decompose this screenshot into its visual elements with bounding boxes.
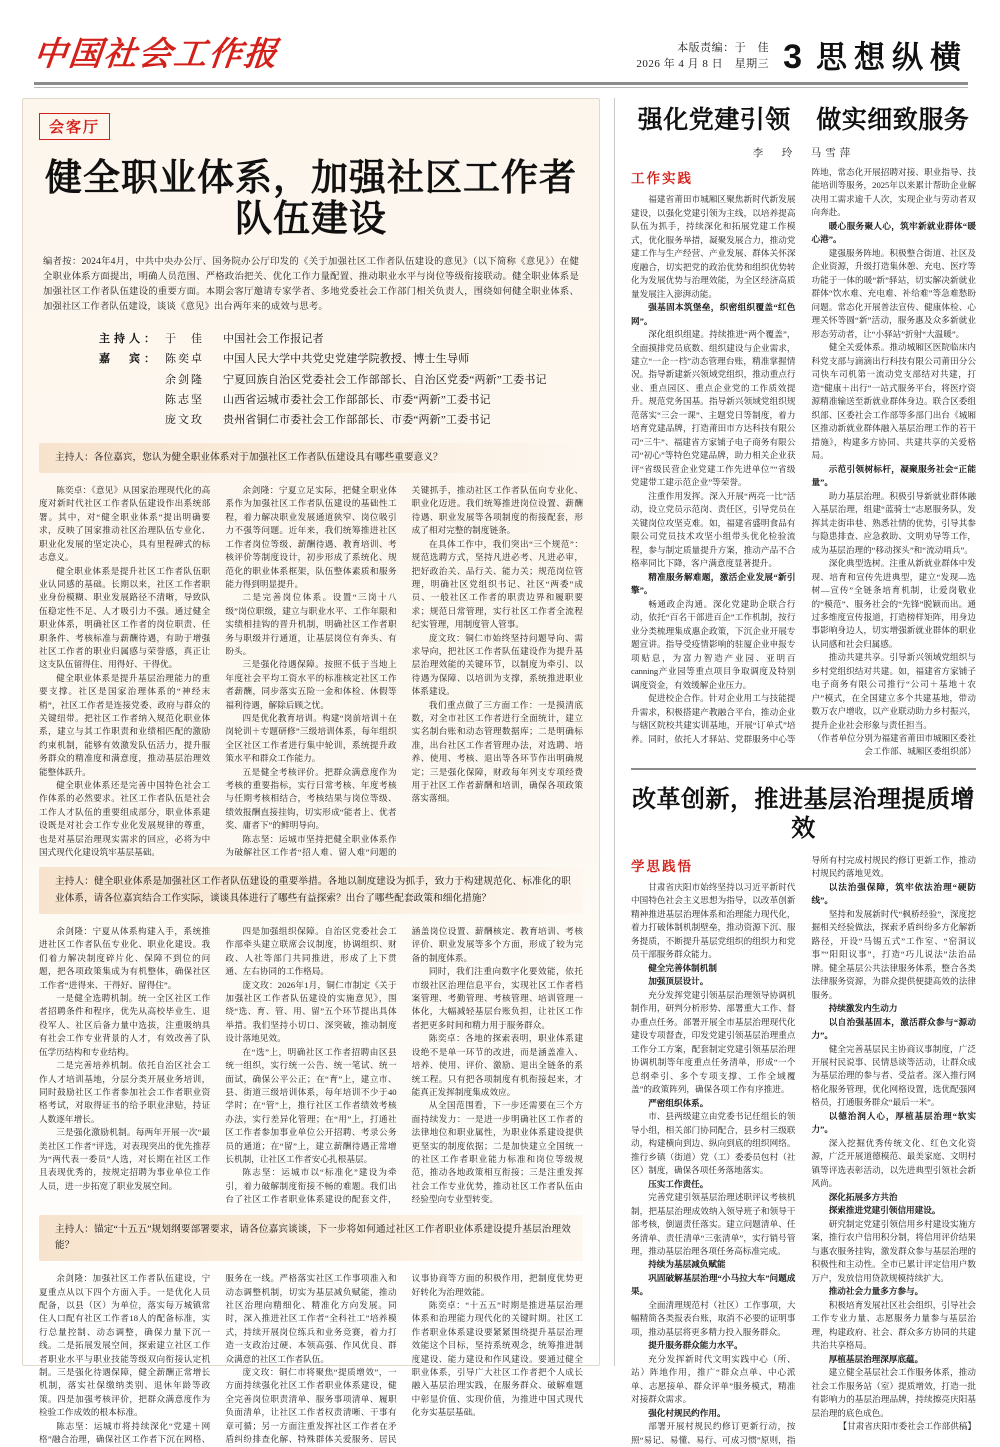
- paragraph: 建强服务阵地。积极整合街道、社区及企业资源，升级打造集休憩、充电、医疗等功能于一体的暖“新”驿站，切实解决新就业群体“饮水难、充电难、补给难”等急难愁盼问题。常态化开展普法宣传、健康体检、心理关怀等圆“新”活动，服务惠及众多新就业形态劳动者，让“小驿站”折射“大温暖”。: [811, 247, 976, 339]
- newspaper-logo: 中国社会工作报: [31, 37, 281, 73]
- paragraph: 充分发挥新时代文明实践中心（所、站）阵地作用，推广“群众点单、中心派单、志愿接单、群众评单”服务模式，精准对接群众需求。: [631, 1353, 796, 1405]
- host-question-3: 主持人：锚定“十五五”规划纲要部署要求，请各位嘉宾谈谈，下一步将如何通过社区工作者职业体系建设提升基层治理效能？: [39, 1215, 583, 1262]
- paragraph: 四是优化教育培训。构建“岗前培训＋在岗轮训＋专题研修”三级培训体系，每年组织全区社区工作者进行集中轮训，系统提升政策水平和群众工作能力。: [225, 712, 397, 764]
- paragraph: 庞文玫：铜仁市将聚焦“提质增效”，一方面持续强化社区工作者职业体系建设，健全完善岗位职责清单、服务事项清单、履职负面清单，让社区工作者权责清晰、干事有章可循；另一方面注重发挥社区工作者在矛盾纠纷排查化解、特殊群体关爱服务、居民议事协商等方面的积极作用，把制度优势更好转化为治理效能。: [225, 1273, 583, 1445]
- subheading: 强化村规民约作用。: [648, 1407, 726, 1418]
- article-credit: 【甘肃省庆阳市委社会工作部供稿】: [838, 1421, 976, 1432]
- subheading: 强基固本筑堡垒，织密组织覆盖“红色网”。: [631, 302, 796, 326]
- host-question-1: 主持人：各位嘉宾，您认为健全职业体系对于加强社区工作者队伍建设具有哪些重要意义？: [39, 443, 583, 473]
- paragraph: 部署开展村规民约修订更新行动，按照“易记、易懂、易行、可成习惯”原则，指导所有村完成村规民约修订更新工作，推动村规民约落地见效。: [631, 854, 976, 1445]
- paragraph: 二是完善岗位体系。设置“三岗十八级”岗位职级，建立与职业水平、工作年限和实绩相挂钩的晋升机制，明确社区工作者职务与职级并行通道，让基层岗位有奔头、有盼头。: [225, 592, 397, 656]
- paragraph: 三是强化激励机制。每两年开展一次“最美社区工作者”评选，对表现突出的优先推荐为“两代表一委员”人选，对长期在社区工作且表现优秀的，按规定招聘为事业单位工作人员，进一步拓宽了职业发展空间。: [39, 1127, 211, 1191]
- subheading: 压实工作责任。: [648, 1178, 709, 1189]
- paragraph: 促进校企合作。针对企业用工与技能提升需求，积极搭建产教融合平台，推动企业与辖区院校共建实训基地，开展“订单式”培养。同时，依托人才驿站、党群服务中心等阵地，常态化开展招聘对接、职业指导、技能培训等服务，2025年以来累计帮助企业解决用工需求逾千人次，实现企业与劳动者双向奔赴。: [631, 167, 976, 744]
- paragraph: 助力基层治理。积极引导新就业群体融入基层治理，组建“蓝骑士”志愿服务队，发挥其走街串巷、熟悉社情的优势，引导其参与隐患排查、应急救助、文明劝导等工作，成为基层治理的“移动探头”和“流动哨兵”。: [811, 490, 976, 555]
- paragraph: 陈奕卓：各地的探索表明，职业体系建设绝不是单一环节的改进，而是涵盖准入、培养、使用、评价、激励、退出全链条的系统工程。只有把各项制度有机衔接起来，才能真正发挥制度集成效应。: [411, 1033, 583, 1097]
- paragraph: 我们重点做了三方面工作：一是摸清底数，对全市社区工作者进行全面统计，建立实名制台账和动态管理数据库；二是明确标准，出台社区工作者管理办法，对选聘、培养、使用、考核、退出等各环节作出明确规定；三是强化保障，财政每年列支专项经费用于社区工作者薪酬和培训，确保各项政策落实落细。: [411, 699, 583, 804]
- panelist-role: 主持人：: [99, 333, 159, 346]
- column-divider: [614, 98, 615, 1366]
- paragraph: 陈志坚：运城市坚持把健全职业体系作为破解社区工作者“招人难、留人难”问题的关键抓手，推动社区工作者队伍向专业化、职业化迈进。我们统筹推进岗位设置、薪酬待遇、职业发展等各项制度的衔接配套，形成了相对完整的制度链条。: [225, 485, 583, 858]
- paragraph: 推动共建共享。引导新兴领域党组织与乡村党组织结对共建。如，福建省方家铺子电子商务有限公司推行“公司＋基地＋农户”模式，在全国建立多个共建基地，带动数万农户增收，以产业联动助力乡村振兴，提升企业社会形象与责任担当。: [811, 652, 976, 730]
- paragraph: 陈奕卓：《意见》从国家治理现代化的高度对新时代社区工作者队伍建设作出系统部署。其中，对“健全职业体系”提出明确要求，反映了国家推动社区治理队伍专业化、职业化发展的坚定决心，具有里程碑式的标志意义。: [39, 485, 211, 563]
- panelist-name: 庞文玫: [165, 414, 204, 427]
- paragraph: 深入挖掘优秀传统文化、红色文化资源，广泛开展道德模范、最美家庭、文明村镇等评选表彰活动，以先进典型引领社会新风尚。: [811, 1137, 976, 1189]
- paragraph: 注重作用发挥。深入开展“两亮一比”活动，设立党员示范岗、责任区，引导党员在关键岗位攻坚克难。如，福建省盛明食品有限公司党员技术攻坚小组带头优化检验流程，参与制定质量提升方案，推动产品不合格率同比下降，客户满意度显著提升。: [631, 490, 796, 569]
- article-separator: [631, 768, 976, 770]
- paragraph: 充分发挥党建引领基层治理领导协调机制作用，研判分析形势、部署重大工作、督办重点任务。部署开展全市基层治理现代化建设专项督查，印发党建引领基层治理重点工作分工方案，配套制定党建引领基层治理协调机制等年度重点任务清单，形成“一个总纲牵引、多个专项支撑、工作全域覆盖”的政策阵列，确保各项工作有序推进。: [631, 989, 796, 1095]
- subheading: 持续为基层减负赋能: [648, 1259, 726, 1270]
- subheading: 探索推进党建引领信用建设。: [828, 1205, 941, 1216]
- panelist-name: 余剑隆: [165, 373, 204, 386]
- panelist-role: [99, 370, 165, 390]
- subheading: 提升服务群众能力水平。: [648, 1340, 743, 1351]
- panelist-role: 嘉 宾：: [99, 353, 159, 366]
- panelist-role: [99, 390, 165, 410]
- panelist-row: [99, 390, 583, 410]
- subheading: 健全完善体制机制: [648, 962, 717, 973]
- right-article-2: [631, 786, 976, 1447]
- article-body: [631, 166, 976, 758]
- paragraph: 五是健全考核评价。把群众满意度作为考核的重要指标，实行日常考核、年度考核与任期考核相结合，考核结果与岗位等级、绩效报酬直接挂钩，切实形成“能者上、优者奖、庸者下”的鲜明导向。: [225, 766, 397, 831]
- page-number: 3: [783, 37, 802, 76]
- page-editor: 本版责编：于 佳: [677, 42, 770, 55]
- panelist-title: 中国社会工作报记者: [223, 333, 324, 346]
- subheading: 巩固破解基层治理“小马拉大车”问题成果。: [631, 1272, 796, 1297]
- answer-block-3: [39, 1272, 583, 1446]
- paragraph: 陈奕卓：“十五五”时期是推进基层治理体系和治理能力现代化的关键时期。社区工作者职业体系建设要紧紧围绕提升基层治理效能这个目标，坚持系统观念，统筹推进制度建设、能力建设和作风建设。要通过健全职业体系，引导广大社区工作者把个人成长融入基层治理实践，在服务群众、破解难题中彰显价值、实现价值，为推进中国式现代化夯实基层基础。: [411, 1299, 583, 1418]
- paragraph: 畅通政企沟通。深化党建助企联合行动，依托“百名干部进百企”工作机制，按行业分类梳理集成惠企政策，下沉企业开展专题宣讲。指导受疫情影响的驻厦企业申报专项贴息，为富力智造产业园、亚明百canning产业园等重点项目争取调度及特别调度资金，有效缓解企业压力。: [631, 598, 796, 690]
- paragraph: 四是加强组织保障。自治区党委社会工作部牵头建立联席会议制度，协调组织、财政、人社等部门共同推进，形成了上下贯通、左右协同的工作格局。: [225, 926, 397, 977]
- paragraph: 研究制定党建引领信用乡村建设实施方案，推行农户信用积分制，将信用评价结果与惠农服务挂钩，激发群众参与基层治理的积极性和主动性。全市已累计评定信用户数万户，发放信用贷款规模持续扩大。: [811, 1218, 976, 1283]
- paragraph: 陈志坚：运城市将持续深化“党建＋网格”融合治理，确保社区工作者下沉在网格、服务在一线。严格落实社区工作事项准入和动态调整机制，切实为基层减负赋能，推动社区治理向精细化、精准化方向发展。同时，深入推进社区工作者“全科社工”培养模式，持续开展岗位练兵和业务竞赛，着力打造一支政治过硬、本领高强、作风优良、群众满意的社区工作者队伍。: [39, 1273, 397, 1445]
- paragraph: 陈志坚：运城市以“标准化”建设为牵引，着力破解制度衔接不畅的难题。我们出台了社区工作者职业体系建设的配套文件，涵盖岗位设置、薪酬核定、教育培训、考核评价、职业发展等多个方面，形成了较为完备的制度体系。: [225, 926, 583, 1205]
- paragraph: 甘肃省庆阳市始终坚持以习近平新时代中国特色社会主义思想为指导，以改革创新精神推进基层治理体系和治理能力现代化，着力打破体制机制壁垒，推动资源下沉、服务提质，不断提升基层党组织的组织力和党员干部服务群众能力。: [631, 881, 796, 960]
- article-byline: 李 玲 马雪萍: [752, 148, 855, 159]
- panelist-list: [39, 329, 583, 431]
- panelist-title: 宁夏回族自治区党委社会工作部部长、自治区党委“两新”工委书记: [223, 373, 547, 386]
- edition-info: [636, 41, 769, 73]
- paragraph: 庞文玫：铜仁市始终坚持问题导向、需求导向，把社区工作者队伍建设作为提升基层治理效能的关键环节，以制度为牵引、以待遇为保障、以培训为支撑，系统推进职业体系建设。: [411, 632, 583, 697]
- host-question-2: 主持人：健全职业体系是加强社区工作者队伍建设的重要举措。各地以制度建设为抓手，致力于构建规范化、标准化的职业体系，请各位嘉宾结合工作实际，谈谈具体进行了哪些有益探索？出台了哪些配套政策和细化措施？: [39, 867, 583, 914]
- paragraph: 健全职业体系是提升基层治理能力的重要支撑。社区是国家治理体系的“神经末梢”，社区工作者是连接党委、政府与群众的关键纽带。把社区工作者纳入规范化职业体系，建立与其工作职责和业绩相匹配的激励约束机制，能够有效激发队伍活力，提升服务群众的精准度和满意度，推动基层治理效能整体跃升。: [39, 672, 211, 777]
- panelist-row: [99, 410, 583, 430]
- editor-note: 编者按：2024年4月，中共中央办公厅、国务院办公厅印发的《关于加强社区工作者队伍建设的意见》（以下简称《意见》）在健全职业体系方面提出，明确人员范围、严格政治把关、优化工作力量配置、推动职业水平与岗位等级衔接联动。健全职业体系是加强社区工作者队伍建设的重要方面。本期会客厅邀请专家学者、多地党委社会工作部门相关负责人，围绕如何健全职业体系、加强社区工作者队伍建设，谈谈《意见》出台两年来的成效与思考。: [43, 256, 579, 313]
- panelist-title: 贵州省铜仁市委社会工作部部长、市委“两新”工委书记: [223, 414, 491, 427]
- paragraph: 完善党建引领基层治理述职评议考核机制，把基层治理成效纳入领导班子和领导干部考核，倒逼责任落实。建立问题清单、任务清单、责任清单“三张清单”，实行销号管理，推动基层治理各项任务高标准完成。: [631, 1192, 796, 1256]
- paragraph: 从全国范围看，下一步还需要在三个方面持续发力：一是进一步明确社区工作者的法律地位和职业属性，为职业体系建设提供更坚实的制度依据；二是加快建立全国统一的社区工作者职业能力标准和岗位等级规范，推动各地政策相互衔接；三是注重发挥社会工作专业优势，推动社区工作者队伍由经验型向专业型转变。: [411, 1100, 583, 1205]
- paragraph: 健全关爱体系。推动城厢区医院临床内科党支部与滴滴出行科技有限公司莆田分公司快车司机第一流动党支部结对共建，打造“健康＋出行”一站式服务平台，将医疗资源精准输送至新就业群体身边。联合区委组织部、区委社会工作部等多部门出台《城厢区推动新就业群体融入基层治理工作的若干措施》，构建多方协同、共建共享的关爱格局。: [811, 342, 976, 461]
- subheading: 推动社会力量多方参与。: [828, 1286, 924, 1297]
- left-feature-article: [22, 98, 600, 1445]
- article-credit: （作者单位分别为福建省莆田市城厢区委社会工作部、城厢区委组织部）: [812, 733, 976, 757]
- subheading: 以德治润人心，厚植基层治理“软实力”。: [811, 1110, 976, 1135]
- article-headline: 强化党建引领 做实细致服务: [637, 107, 970, 134]
- panelist-name: 于 佳: [165, 333, 204, 346]
- paragraph: 余剑隆：宁夏立足实际，把健全职业体系作为加强社区工作者队伍建设的基础性工程，着力解决职业发展通道狭窄、岗位吸引力不强等问题。近年来，我们统筹推进社区工作者岗位等级、薪酬待遇、教育培训、考核评价等制度设计，初步形成了系统化、规范化的职业体系框架，队伍整体素质和服务能力得到明显提升。: [225, 485, 397, 589]
- subheading: 暖心服务聚人心，筑牢新就业群体“暖心港”。: [811, 220, 976, 245]
- article-tag: 学思践悟: [631, 858, 693, 874]
- masthead-rule-thick: [34, 82, 968, 85]
- subheading: 精准服务解难题，激活企业发展“新引擎”。: [631, 571, 796, 596]
- panelist-row: [99, 349, 583, 369]
- paragraph: 建立健全基层社会工作服务体系，推动社会工作服务站（室）提质增效，打造一批有影响力的基层治理品牌，持续擦亮庆阳基层治理的底色成色。: [811, 1367, 976, 1418]
- panelist-name: 陈志坚: [165, 394, 204, 407]
- subheading: 严密组织体系。: [648, 1097, 709, 1108]
- masthead-right: [636, 37, 968, 76]
- answer-block-2: [39, 925, 583, 1207]
- paragraph: 市、县两级建立由党委书记任组长的领导小组，相关部门协同配合，县乡村三级联动，构建横向到边、纵向到底的组织网络。推行乡镇（街道）党（工）委委员包村（社区）制度，确保各项任务落地落实。: [631, 1111, 796, 1176]
- panelist-role: [99, 410, 165, 430]
- paragraph: 深化组织组建。持续推进“两个覆盖”，全面摸排党员底数、组织建设与企业需求，建立“一企一档”动态管理台账，精准掌握情况。指导新建新兴领域党组织，推动重点行业、重点园区、重点企业党的工作质效提升。规范党务国基。指导新兴领域党组织规范落实“三会一课”、主题党日等制度，着力培育党建品牌，打造莆田市方达科技有限公司“三牛”、福建省方家铺子电子商务有限公司“初心”等特色党建品牌，助力相关企业获评“省级民营企业党建工作先进单位”“省级党建带工建示范企业”等荣誉。: [631, 329, 796, 488]
- subheading: 以自治强基固本，激活群众参与“源动力”。: [811, 1016, 976, 1041]
- page-title: 健全职业体系，加强社区工作者队伍建设: [45, 158, 577, 241]
- paragraph: 健全职业体系是提升社区工作者队伍职业认同感的基础。长期以来，社区工作者职业身份模糊、职业发展路径不清晰，导致队伍稳定性不足、人才吸引力不强。通过健全职业体系，明确社区工作者的岗位职责、任职条件、考核标准与薪酬待遇，有助于增强社区工作者的职业归属感与荣誉感，真正让这支队伍留得住、用得好、干得优。: [39, 565, 211, 670]
- paragraph: 积极培育发展社区社会组织，引导社会工作专业力量、志愿服务力量参与基层治理，构建政府、社会、群众多方协同的共建共治共享格局。: [811, 1299, 976, 1351]
- panelist-row: [99, 329, 583, 349]
- paragraph: 在“选”上，明确社区工作者招聘由区县统一组织，实行统一公告、统一笔试、统一面试，确保公平公正；在“育”上，建立市、县、街道三级培训体系，每年培训不少于40学时；在“管”上，推行社区工作者绩效考核办法，实行差异化管理；在“用”上，打通社区工作者参加事业单位公开招聘、考录公务员的通道；在“留”上，建立薪酬待遇正常增长机制，让社区工作者安心扎根基层。: [225, 1046, 397, 1164]
- paragraph: 在具体工作中，我们突出“三个规范”：规范选聘方式，坚持凡进必考、凡进必审，把好政治关、品行关、能力关；规范岗位管理，明确社区党组织书记、社区“两委”成员、一般社区工作者的职责边界和履职要求；规范日常管理，实行社区工作者全流程纪实管理，用制度管人管事。: [411, 538, 583, 630]
- paragraph: 深化典型选树。注重从新就业群体中发现、培育和宣传先进典型，建立“发现—选树—宣传”全链条培育机制，让爱岗敬业的“模范”、服务社会的“先锋”脱颖而出。通过多维度宣传报道，打造榜样矩阵，用身边事影响身边人，切实增强新就业群体的职业认同感和社会归属感。: [811, 558, 976, 649]
- section-title: 思想纵横: [816, 40, 968, 75]
- paragraph: 健全完善基层民主协商议事制度，广泛开展村民说事、民情恳谈等活动，让群众成为基层治理的参与者、受益者。深入推行网格化服务管理，优化网格设置，选优配强网格员，打通服务群众“最后一米”。: [811, 1043, 976, 1108]
- paragraph: 三是强化待遇保障。按照不低于当地上年度社会平均工资水平的标准核定社区工作者薪酬，同步落实五险一金和体检、休假等福利待遇，解除后顾之忧。: [225, 659, 397, 710]
- answer-block-1: [39, 484, 583, 859]
- subheading: 厚植基层治理深厚底蕴。: [828, 1353, 924, 1364]
- article-kicker: 会客厅: [39, 113, 110, 140]
- paragraph: 余剑隆：加强社区工作者队伍建设，宁夏重点从以下四个方面入手。一是优化人员配备，以县（区）为单位，落实每万城镇常住人口配有社区工作者18人的配备标准，实行总量控制、动态调整，确保力量下沉一线。二是拓展发展空间，探索建立社区工作者职业水平与职业技能等级双向衔接认定机制。三是强化待遇保障，健全薪酬正常增长机制，落实社保缴纳类别、退休年龄等政策。四是加强考核评价，把群众满意度作为检验工作成效的根本标准。: [39, 1273, 211, 1418]
- article-body: [631, 854, 976, 1447]
- panelist-row: [99, 370, 583, 390]
- panelist-title: 中国人民大学中共党史党建学院教授、博士生导师: [223, 353, 470, 366]
- paragraph: 坚持和发展新时代“枫桥经验”，深度挖掘相关经验做法，探索矛盾纠纷多方化解新路径，开设“马锡五式”工作室、“窑洞议事”“阳阳议事”，打造“巧儿说法”法治品牌。健全基层公共法律服务体系，整合各类法律服务资源，为群众提供便捷高效的法律服务。: [811, 908, 976, 1000]
- panelist-name: 陈奕卓: [165, 353, 204, 366]
- subheading: 加强顶层设计。: [648, 976, 709, 987]
- paragraph: 庞文玫：2026年1月，铜仁市制定《关于加强社区工作者队伍建设的实施意见》，围绕“选、育、管、用、留”五个环节提出具体举措。我们坚持小切口、深突破，推动制度设计落地见效。: [225, 979, 397, 1044]
- publish-date: 2026 年 4 月 8 日 星期三: [636, 58, 770, 71]
- article-tag: 工作实践: [631, 171, 693, 186]
- subheading: 持续激发内生动力: [828, 1003, 898, 1014]
- paragraph: 全面清理规范村（社区）工作事项，大幅精简各类报表台账，取消不必要的证明事项，推动基层将更多精力投入服务群众。: [631, 1299, 796, 1337]
- panelist-title: 山西省运城市委社会工作部部长、市委“两新”工委书记: [223, 394, 491, 407]
- paragraph: 一是健全选聘机制。统一全区社区工作者招聘条件和程序，优先从高校毕业生、退役军人、社区后备力量中选拔，注重吸纳具有社会工作专业背景的人才，有效改善了队伍学历结构和专业结构。: [39, 993, 211, 1057]
- paragraph: 二是完善培养机制。依托自治区社会工作人才培训基地，分层分类开展业务培训，同时鼓励社区工作者参加社会工作者职业资格考试，对取得证书的给予职业津贴，持证人数逐年增长。: [39, 1060, 211, 1124]
- paragraph: 健全职业体系还是完善中国特色社会工作体系的必然要求。社区工作者队伍是社会工作人才队伍的重要组成部分，职业体系建设既是对社会工作专业化发展规律的尊重，也是对基层治理现实需求的回应，必将为中国式现代化建设筑牢基层基础。: [39, 780, 211, 858]
- paragraph: 福建省莆田市城厢区聚焦新时代新发展建设，以强化党建引领为主线，以培养提高队伍为抓手，持续深化和拓展党建工作模式，优化服务举措，凝聚发展合力，推动党建工作与生产经营、产业发展、群体关怀深度融合，切实把党的政治优势和组织优势转化为发展优势与治理效能，为全区经济高质量发展注入澎湃动能。: [631, 194, 796, 299]
- right-article-1: [631, 106, 976, 758]
- page-body: [22, 98, 978, 1445]
- subheading: 以法治强保障，筑牢依法治理“硬防线”。: [811, 881, 976, 906]
- masthead-rule-thin: [34, 87, 968, 88]
- subheading: 示范引领树标杆，凝聚服务社会“正能量”。: [811, 463, 976, 488]
- article-headline: 改革创新，推进基层治理提质增效: [632, 787, 975, 842]
- paragraph: 余剑隆：宁夏从体系构建入手，系统推进社区工作者队伍专业化、职业化建设。我们着力解决制度碎片化、保障不到位的问题，把各项政策集成为有机整体，确保社区工作者“进得来、干得好、留得住”。: [39, 926, 211, 990]
- masthead: [22, 0, 978, 79]
- paragraph: 同时，我们注重向数字化要效能，依托市级社区治理信息平台，实现社区工作者档案管理、考勤管理、考核管理、培训管理一体化，大幅减轻基层台账负担，让社区工作者把更多时间和精力用于服务群众。: [411, 966, 583, 1030]
- subheading: 深化拓展多方共治: [828, 1191, 898, 1202]
- right-column: [629, 98, 978, 1445]
